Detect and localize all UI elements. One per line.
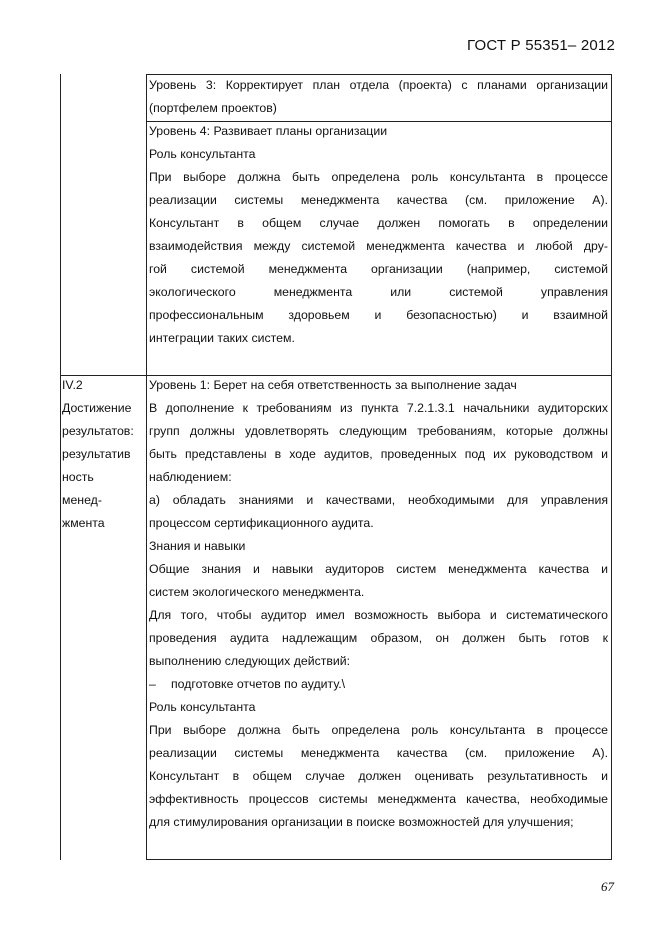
section-title-line: Достижение [62,401,132,415]
text-line: При выборе должна быть определена роль консультанта в процессе [149,723,608,737]
text-line: систем экологического менеджмента. [149,585,365,599]
text-line: Консультант в общем случае должен оценивать результативность и [149,769,608,783]
text-line: быть представлены в ходе аудитов, проведенных под их руководством и [149,447,608,461]
text-line: Уровень 3: Корректирует план отдела (проекта) с планами организации [149,78,608,92]
page-number: 67 [601,879,614,894]
text-line: Общие знания и навыки аудиторов систем менеджмента качества и [149,562,608,576]
text-line: профессиональным здоровьем и безопасностью) и взаимной [149,308,608,322]
section-title-line: жмента [62,516,105,530]
text-line: Роль консультанта [149,147,256,161]
table-right-border [611,74,612,860]
section-title-line: менед- [62,493,102,507]
text-line: процессом сертификационного аудита. [149,516,374,530]
text-line: реализации системы менеджмента качества (см. приложение А). [149,193,608,207]
text-line: наблюдением: [149,470,232,484]
row3-right-content [149,374,608,834]
text-line: интеграции таких систем. [149,331,295,345]
row3-bottom-border [146,859,612,860]
table-left-border [60,74,61,860]
column-divider [146,74,147,860]
text-line: В дополнение к требованиям из пункта 7.2.1.3.1 начальники аудиторских [149,401,608,415]
text-line: эффективность процессов системы менеджмента качества, необходимые [149,792,608,806]
text-line: (портфелем проектов) [149,101,277,115]
text-line: гой системой менеджмента организации (например, системой [149,262,608,276]
text-line: Консультант в общем случае должен помогать в определении [149,216,608,230]
text-line: выполнению следующих действий: [149,654,351,668]
text-line: Знания и навыки [149,539,246,553]
section-title-line: ность [62,470,94,484]
text-line: экологического менеджмента или системой управления [149,285,608,299]
row2-content [149,120,608,350]
section-title-line: результатив [62,447,131,461]
section-code: IV.2 [62,378,83,392]
text-line: Роль консультанта [149,700,256,714]
text-line: Уровень 1: Берет на себя ответственность за выполнение задач [149,378,517,392]
text-line: Для того, чтобы аудитор имел возможность выбора и систематического [149,608,608,622]
section-title-line: результатов: [62,424,134,438]
list-item-text: подготовке отчетов по аудиту.\ [171,677,346,691]
document-header: ГОСТ Р 55351– 2012 [467,37,615,54]
text-line: а) обладать знаниями и качествами, необходимыми для управления [149,493,608,507]
text-line: проведения аудита надлежащим образом, он должен быть готов к [149,631,608,645]
row1-content [149,74,608,120]
requirements-table [60,74,612,860]
text-line: Уровень 4: Развивает планы организации [149,124,388,138]
text-line: для стимулирования организации в поиске возможностей для улучшения; [149,815,574,829]
text-line: реализации системы менеджмента качества (см. приложение А). [149,746,608,760]
text-line: взаимодействия между системой менеджмента качества и любой дру- [149,239,608,253]
text-line: групп должны удовлетворять следующим требованиям, которые должны [149,424,608,438]
row3-left-content [62,374,144,535]
dash-marker: – [149,677,156,691]
list-item [149,673,608,696]
text-line: При выборе должна быть определена роль консультанта в процессе [149,170,608,184]
